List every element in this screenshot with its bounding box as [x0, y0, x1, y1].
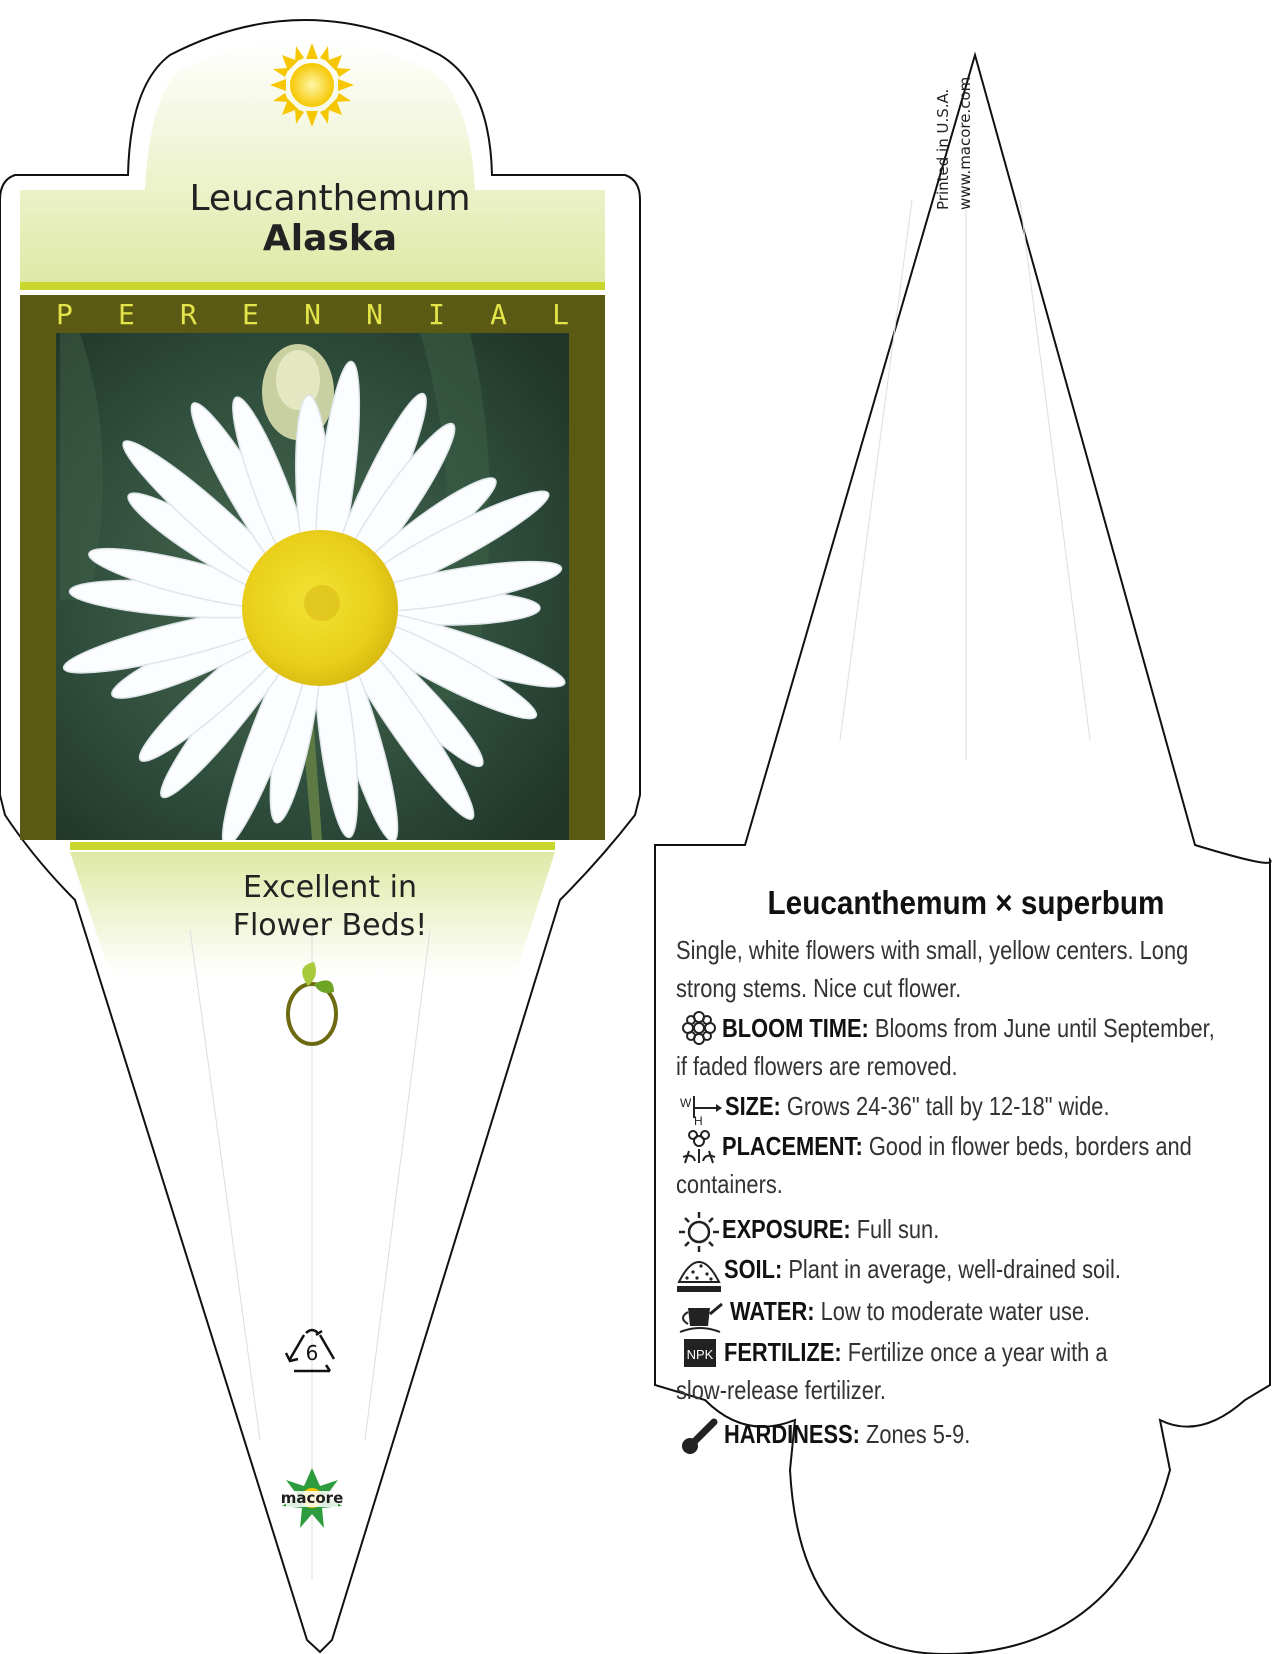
perennial-letter: R [180, 298, 197, 331]
perennial-letter: A [490, 298, 507, 331]
brand-name: macore [280, 1489, 344, 1507]
size-text: Grows 24-36" tall by 12-18" wide. [780, 1091, 1110, 1121]
front-tag [0, 20, 640, 1652]
print-info [932, 10, 976, 210]
description-line1: Single, white flowers with small, yellow centers. Long [676, 935, 1189, 965]
soil-label: SOIL: [724, 1254, 783, 1284]
svg-text:NPK: NPK [686, 1347, 714, 1362]
placement-text: Good in flower beds, borders and [862, 1131, 1192, 1161]
size-label: SIZE: [725, 1091, 781, 1121]
plant-genus-title: Leucanthemum [189, 178, 471, 219]
water-label: WATER: [730, 1296, 815, 1326]
soil-text: Plant in average, well-drained soil. [782, 1254, 1121, 1284]
plant-cultivar-title: Alaska [262, 218, 398, 259]
hardiness-text: Zones 5-9. [859, 1419, 971, 1449]
exposure-text: Full sun. [850, 1214, 940, 1244]
bloom-time-line2: if faded flowers are removed. [676, 1051, 958, 1081]
perennial-letter: L [552, 298, 569, 331]
bloom-time-label: BLOOM TIME: [722, 1013, 869, 1043]
placement-label: PLACEMENT: [722, 1131, 863, 1161]
water-text: Low to moderate water use. [814, 1296, 1091, 1326]
exposure-label: EXPOSURE: [722, 1214, 851, 1244]
fertilize-line2: slow-release fertilizer. [676, 1375, 886, 1405]
size-line [725, 1091, 1110, 1122]
perennial-letter: E [118, 298, 135, 331]
description-line2: strong stems. Nice cut flower. [676, 973, 962, 1003]
category-label-perennial [56, 298, 569, 332]
perennial-letter: N [304, 298, 321, 331]
perennial-letter: E [242, 298, 259, 331]
back-tag [655, 55, 1271, 1654]
sun-icon [270, 43, 354, 127]
daisy-photo [56, 333, 570, 852]
size-h-label: H [694, 1114, 703, 1128]
exposure-line [722, 1214, 939, 1245]
perennial-letter: N [366, 298, 383, 331]
fertilize-line [724, 1337, 1108, 1368]
water-line [730, 1296, 1090, 1327]
hardiness-label: HARDINESS: [724, 1419, 860, 1449]
placement-line [722, 1131, 1192, 1162]
soil-line [724, 1254, 1121, 1285]
fertilize-text: Fertilize once a year with a [841, 1337, 1108, 1367]
hardiness-line [724, 1419, 970, 1450]
tagline-line2: Flower Beds! [232, 908, 428, 943]
npk-fertilizer-icon [684, 1339, 716, 1367]
species-heading: Leucanthemum × superbum [767, 884, 1165, 921]
tagline-line1: Excellent in [243, 870, 417, 905]
perennial-letter: P [56, 298, 73, 331]
thermometer-icon [682, 1422, 714, 1454]
perennial-letter: I [428, 298, 445, 331]
recycle-number: 6 [305, 1341, 319, 1365]
size-w-label: W [680, 1096, 692, 1110]
bloom-time-text: Blooms from June until September, [868, 1013, 1215, 1043]
fertilize-label: FERTILIZE: [724, 1337, 842, 1367]
printed-in-usa: Printed in U.S.A. [934, 88, 952, 210]
website-url: www.macore.com [956, 76, 974, 210]
placement-line2: containers. [676, 1169, 783, 1199]
bloom-time-line [722, 1013, 1215, 1044]
